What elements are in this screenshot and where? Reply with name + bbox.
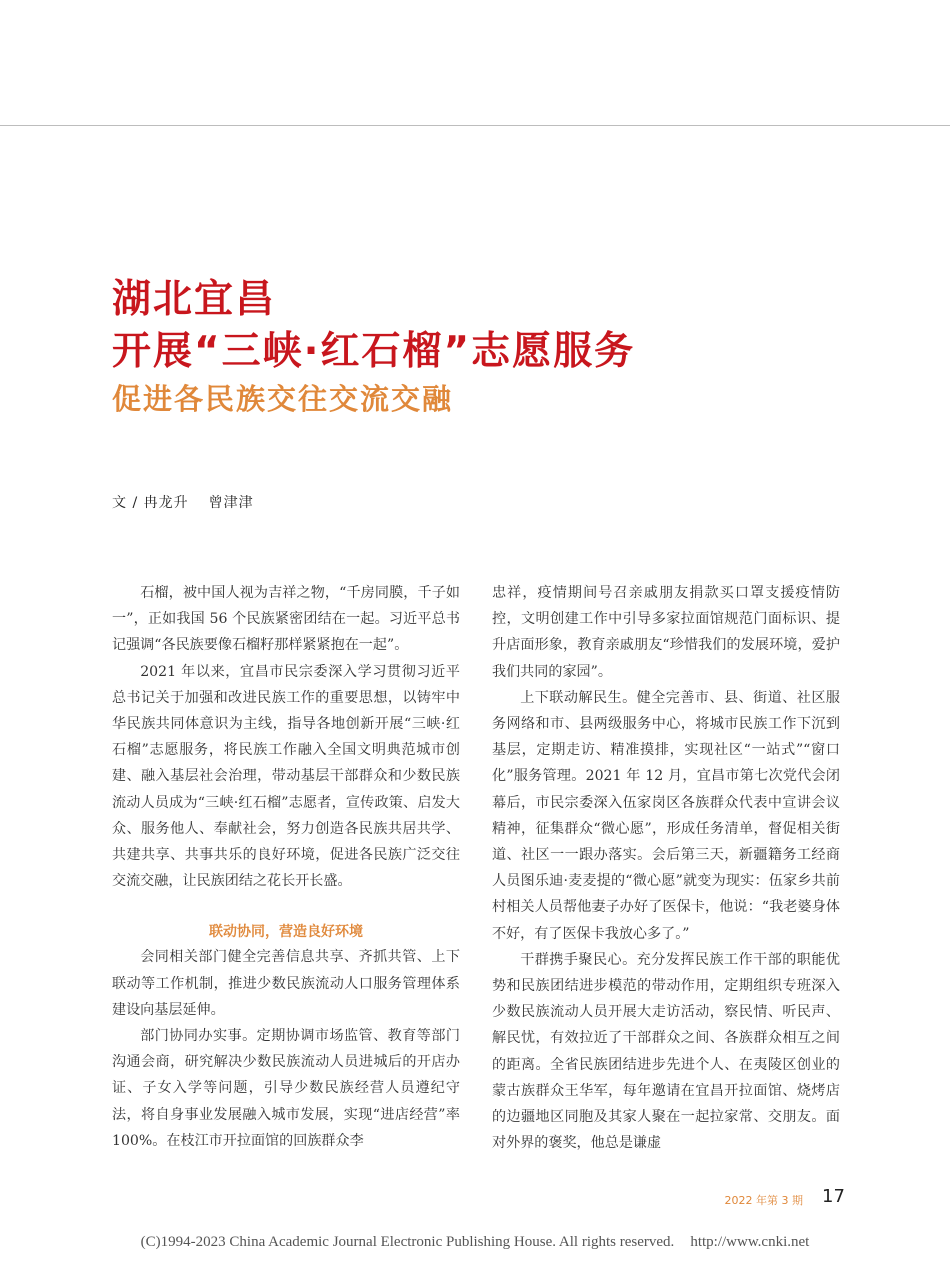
page-number: 17 xyxy=(822,1186,845,1207)
title-line-subtitle: 促进各民族交往交流交融 xyxy=(112,382,454,416)
title-line-main: 开展“三峡·红石榴”志愿服务 xyxy=(112,329,636,374)
paragraph: 石榴，被中国人视为吉祥之物，“千房同膜，千子如一”，正如我国 56 个民族紧密团结在一起。习近平总书记强调“各民族要像石榴籽那样紧紧抱在一起”。 xyxy=(112,585,460,654)
paragraph: 部门协同办实事。定期协调市场监管、教育等部门沟通会商，研究解决少数民族流动人员进城后的开店办证、子女入学等问题，引导少数民族经营人员遵纪守法，将自身事业发展融入城市发展，实现“进店经营”率 100%。在枝江市开拉面馆的回族群众李 xyxy=(112,1028,460,1149)
copyright-url: http://www.cnki.net xyxy=(690,1234,810,1250)
paragraph: 2021 年以来，宜昌市民宗委深入学习贯彻习近平总书记关于加强和改进民族工作的重要思想，以铸牢中华民族共同体意识为主线，指导各地创新开展“三峡·红石榴”志愿服务，将民族工作融入全国文明典范城市创建、融入基层社会治理，带动基层干部群众和少数民族流动人员成为“三峡·红石榴”志愿者，宣传政策、启发大众、服务他人、奉献社会，努力创造各民族共居共学、共建共享、共事共乐的良好环境，促进各民族广泛交往交流交融，让民族团结之花长开长盛。 xyxy=(112,663,460,890)
right-column xyxy=(492,580,840,1156)
article-title xyxy=(112,274,872,420)
paragraph-continued: 忠祥，疫情期间号召亲戚朋友捐款买口罩支援疫情防控，文明创建工作中引导多家拉面馆规范门面标识、提升店面形象，教育亲戚朋友“珍惜我们的发展环境，爱护我们共同的家园”。 xyxy=(492,585,840,680)
paragraph: 干群携手聚民心。充分发挥民族工作干部的职能优势和民族团结进步模范的带动作用，定期组织专班深入少数民族流动人员开展大走访活动，察民情、听民声、解民忧，有效拉近了干部群众之间、各族群众相互之间的距离。全省民族团结进步先进个人、在夷陵区创业的蒙古族群众王华军，每年邀请在宜昌开拉面馆、烧烤店的边疆地区同胞及其家人聚在一起拉家常、交朋友。面对外界的褒奖，他总是谦虚 xyxy=(492,951,840,1152)
left-column xyxy=(112,580,460,1154)
copyright-text: (C)1994-2023 China Academic Journal Electronic Publishing House. All rights reserved. xyxy=(140,1234,675,1250)
byline xyxy=(112,492,254,512)
copyright-line xyxy=(0,1234,950,1251)
paragraph: 上下联动解民生。健全完善市、县、街道、社区服务网络和市、县两级服务中心，将城市民族工作下沉到基层，定期走访、精准摸排，实现社区“一站式”“窗口化”服务管理。2021 年 12 月，宜昌市第七次党代会闭幕后，市民宗委深入伍家岗区各族群众代表中宣讲会议精神，征集群众“微心愿”，形成任务清单，督促相关街道、社区一一跟办落实。会后第三天，新疆籍务工经商人员图乐迪·麦麦提的“微心愿”就变为现实：伍家乡共前村相关人员帮他妻子办好了医保卡，他说：“我老婆身体不好，有了医保卡我放心多了。” xyxy=(492,689,840,942)
paragraph: 会同相关部门健全完善信息共享、齐抓共管、上下联动等工作机制，推进少数民族流动人口服务管理体系建设向基层延伸。 xyxy=(112,949,460,1018)
section-heading: 联动协同，营造良好环境 xyxy=(209,924,363,941)
byline-author-1: 文 / 冉龙升 xyxy=(112,495,189,511)
top-divider xyxy=(0,125,950,126)
issue-label: 2022 年第 3 期 xyxy=(724,1194,803,1207)
title-line-location: 湖北宜昌 xyxy=(112,277,277,322)
byline-author-2: 曾津津 xyxy=(208,495,254,511)
